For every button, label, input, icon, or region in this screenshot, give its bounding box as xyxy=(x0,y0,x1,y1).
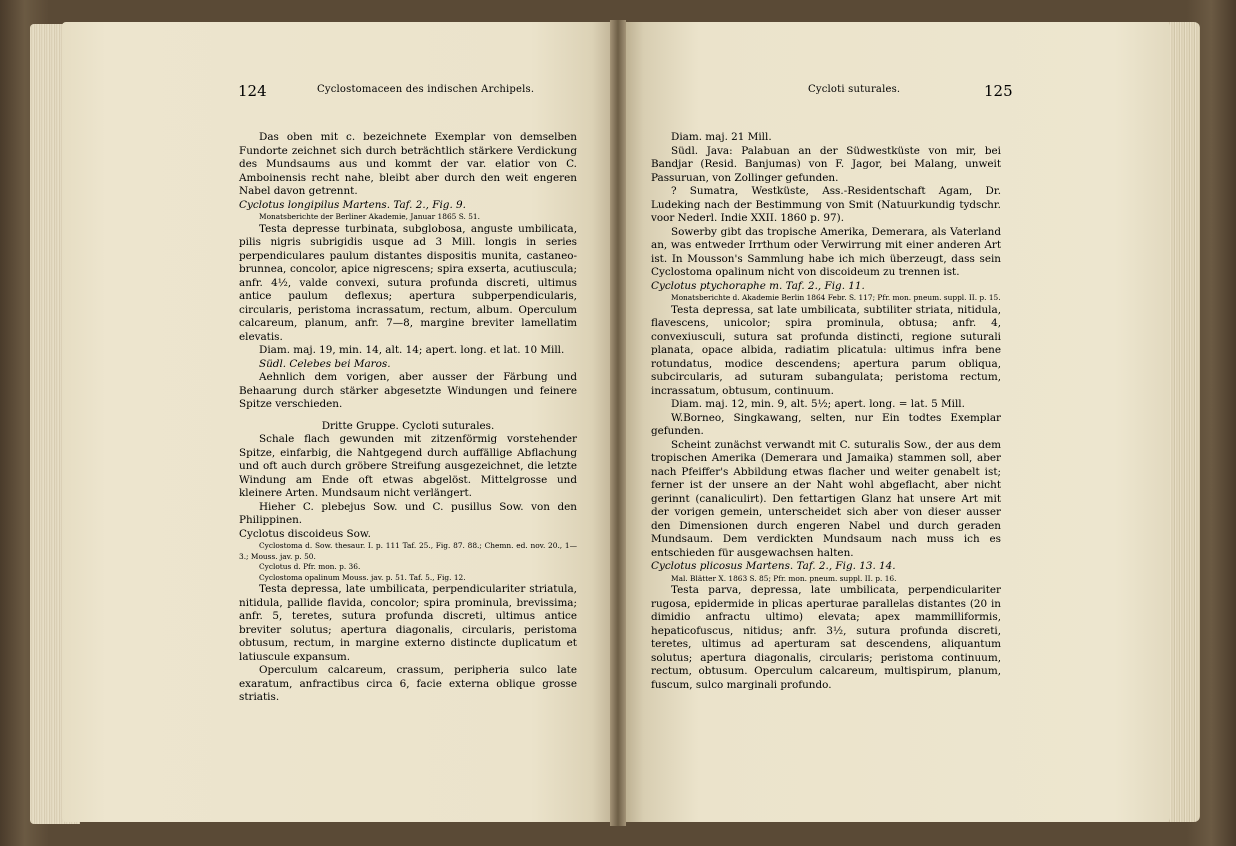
book-gutter xyxy=(610,20,626,826)
left-running-head: Cyclostomaceen des indischen Archipels. xyxy=(317,84,535,95)
text-line: Testa depressa, sat late umbilicata, subtiliter striata, nitidula, flavescens, unicolor; spira prominula, obtusa; anfr. 4, convexiusculi, sutura sat profunda distincti, regione suturali planata, opace albida, radiatim plicatula: ultimus infra bene rotundatus, modice descendens; apertura parum obliqua, subcircularis, ad suturam subangulata; peristoma rectum, incrassatum, obtusum, continuum. xyxy=(651,303,1001,397)
text-line: ? Sumatra, Westküste, Ass.-Residentschaft Agam, Dr. Ludeking nach der Bestimmung von Smit (Natuurkundig tydschr. voor Nederl. Indie XXII. 1860 p. 97). xyxy=(651,185,1001,224)
text-line: Cyclotus longipilus Martens. Taf. 2., Fig. 9. xyxy=(239,198,466,211)
text-line: Cyclotus ptychoraphe m. Taf. 2., Fig. 11. xyxy=(651,279,865,292)
text-line: Südl. Celebes bei Maros. xyxy=(259,357,391,370)
text-line: Cyclotus plicosus Martens. Taf. 2., Fig. 13. 14. xyxy=(651,560,896,572)
text-line: Scheint zunächst verwandt mit C. suturalis Sow., der aus dem tropischen Amerika (Demerara und Jamaika) stammen soll, aber nach Pfeiffer's Abbildung etwas flacher und weiter genabelt ist; ferner ist der unsere an der Naht wohl abgeflacht, aber nicht gerinnt (canaliculirt). Den fettartigen Glanz hat unsere Art mit der vorigen gemein, unterscheidet sich aber von dieser ausser den Dimensionen durch engeren Nabel und durch geraden Mundsaum. Dem verdickten Mundsaum nach muss ich es entschieden für ausgewachsen halten. xyxy=(651,438,1001,559)
text-line: Testa depressa, late umbilicata, perpendiculariter striatula, nitidula, pallide flavida, concolor; spira prominula, brevissima; anfr. 5, teretes, sutura profunda discreti, ultimus antice breviter solutus; apertura diagonalis, circularis, peristoma obtusum, rectum, in margine externo distincte duplicatum et latiuscule expansum. xyxy=(239,583,577,663)
text-line: Testa depresse turbinata, subglobosa, anguste umbilicata, pilis nigris subrigidis usque ad 3 Mill. longis in series perpendiculares paulum distantes dispositis munita, castaneo-brunnea, concolor, apice nigrescens; spira exserta, acutiuscula; anfr. 4½, valde convexi, sutura profunda discreti, ultimus antice paulum deflexus; apertura subperpendicularis, circularis, peristoma incrassatum, rectum, album. Operculum calcareum, planum, anfr. 7—8, margine breviter lamellatim elevatis. xyxy=(239,222,577,343)
text-line: Diam. maj. 21 Mill. xyxy=(671,131,772,143)
right-page-number: 125 xyxy=(984,82,1013,100)
text-line: Cyclostoma opalinum Mouss. jav. p. 51. Taf. 5., Fig. 12. xyxy=(259,572,466,582)
spacer xyxy=(239,412,577,420)
left-page-body xyxy=(239,131,577,705)
right-running-head: Cycloti suturales. xyxy=(808,84,901,95)
text-line: Monatsberichte der Berliner Akademie, Januar 1865 S. 51. xyxy=(259,212,480,221)
text-line: Diam. maj. 19, min. 14, alt. 14; apert. long. et lat. 10 Mill. xyxy=(259,344,565,356)
text-line: Cyclotus d. Pfr. mon. p. 36. xyxy=(259,562,361,571)
text-line: Cyclostoma d. Sow. thesaur. I. p. 111 Taf. 25., Fig. 87. 88.; Chemn. ed. nov. 20., 1—3.; Mouss. jav. p. 50. xyxy=(239,541,577,561)
text-line: Südl. Java: Palabuan an der Südwestküste von mir, bei Bandjar (Resid. Banjumas) von F. Jagor, bei Malang, unweit Passuruan, von Zollinger gefunden. xyxy=(651,144,1001,184)
text-line: W.Borneo, Singkawang, selten, nur Ein todtes Exemplar gefunden. xyxy=(651,411,1001,437)
text-line: Cyclotus discoideus Sow. xyxy=(239,527,371,540)
text-line: Hieher C. plebejus Sow. und C. pusillus Sow. von den Philippinen. xyxy=(239,500,577,526)
text-line: Sowerby gibt das tropische Amerika, Demerara, als Vaterland an, was entweder Irrthum oder Verwirrung mit einer anderen Art ist. In Mousson's Sammlung habe ich mich überzeugt, dass sein Cyclostoma opalinum nicht von discoideum zu trennen ist. xyxy=(651,225,1001,278)
text-line: Das oben mit c. bezeichnete Exemplar von demselben Fundorte zeichnet sich durch beträchtlich stärkere Verdickung des Mundsaums aus und kommt der var. elatior von C. Amboinensis recht nahe, bleibt aber durch den weit engeren Nabel davon getrennt. xyxy=(239,131,577,197)
text-line: Operculum calcareum, crassum, peripheria sulco late exaratum, anfractibus circa 6, facie externa oblique grosse striatis. xyxy=(239,664,577,703)
text-line: Mal. Blätter X. 1863 S. 85; Pfr. mon. pneum. suppl. II. p. 16. xyxy=(671,573,897,583)
text-line: Schale flach gewunden mit zitzenförmig vorstehender Spitze, einfarbig, die Nahtgegend durch auffällige Abflachung und oft auch durch gröbere Streifung ausgezeichnet, die letzte Windung am Ende oft etwas abgelöst. Mittelgrosse und kleinere Arten. Mundsaum nicht verlängert. xyxy=(239,433,577,499)
text-line: Testa parva, depressa, late umbilicata, perpendiculariter rugosa, epidermide in plicas aperturae parallelas distantes (20 in dimidio anfractu ultimo) elevata; apex mammilliformis, hepaticofuscus, nitidus; anfr. 3½, sutura profunda discreti, teretes, ultimus ad aperturam sat descendens, aliquantum solutus; apertura diagonalis, circularis; peristoma continuum, rectum, obtusum. Operculum calcareum, multispirum, planum, fuscum, sulco marginali profundo. xyxy=(651,584,1001,691)
left-page-number: 124 xyxy=(238,82,267,100)
text-line: Aehnlich dem vorigen, aber ausser der Färbung und Behaarung durch stärker abgesetzte Windungen und feinere Spitze verschieden. xyxy=(239,371,577,410)
text-line: Diam. maj. 12, min. 9, alt. 5½; apert. long. = lat. 5 Mill. xyxy=(671,398,965,410)
text-line: Monatsberichte d. Akademie Berlin 1864 Febr. S. 117; Pfr. mon. pneum. suppl. II. p. 15. xyxy=(671,293,1001,302)
right-page-body xyxy=(651,131,1001,692)
text-line: Dritte Gruppe. Cycloti suturales. xyxy=(321,419,495,432)
